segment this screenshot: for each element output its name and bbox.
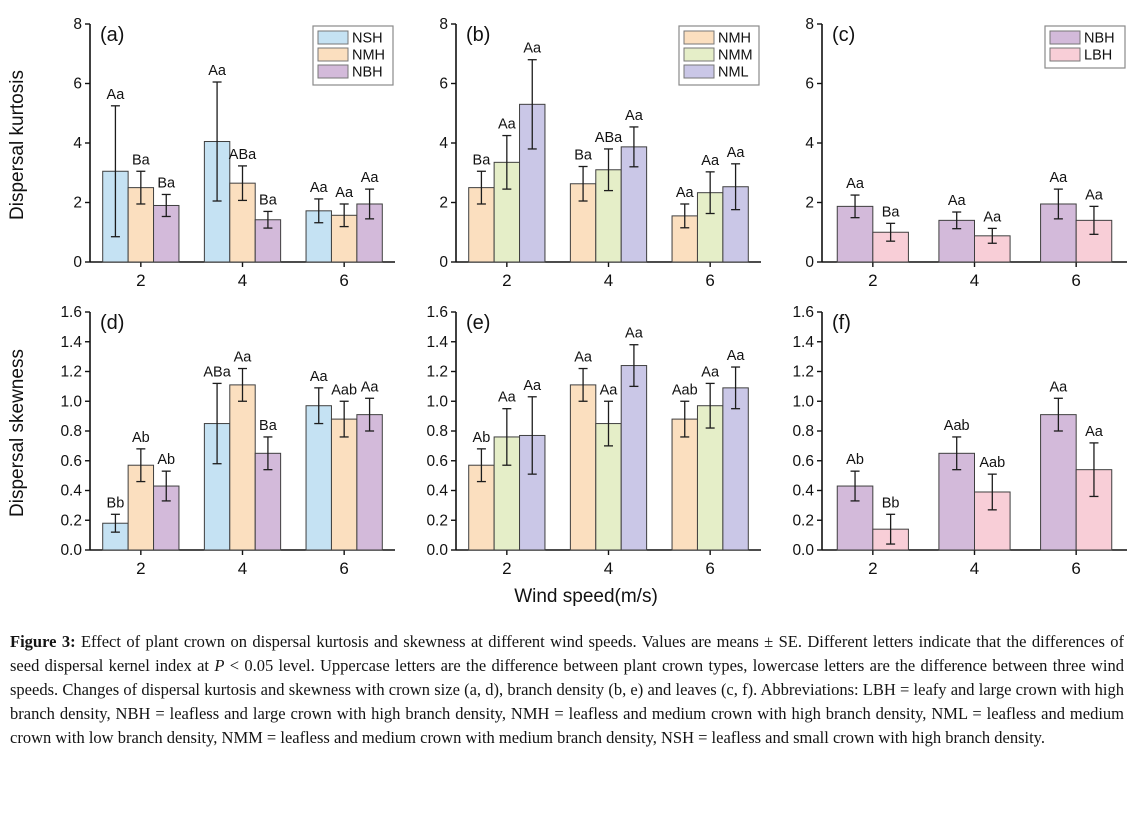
bar-NMH-4	[570, 385, 595, 550]
y-tick-label: 1.2	[60, 363, 82, 381]
sig-letters-NMH-4: Ba	[574, 147, 592, 164]
y-tick-label: 0.0	[60, 542, 82, 559]
sig-letters-NBH-2: Ab	[846, 452, 864, 469]
chart-row-bottom	[0, 298, 1136, 586]
x-tick-label: 6	[705, 271, 715, 290]
y-tick-label: 4	[73, 135, 82, 152]
legend-label-NMH: NMH	[352, 47, 386, 64]
chart-panel-f	[768, 298, 1134, 586]
sig-letters-NML-4: Aa	[625, 325, 643, 342]
x-tick-label: 6	[1071, 271, 1081, 290]
sig-letters-LBH-2: Bb	[881, 495, 900, 512]
y-tick-label: 6	[439, 75, 448, 93]
sig-letters-NBH-2: Ba	[157, 175, 176, 192]
x-tick-label: 4	[969, 559, 980, 578]
legend-swatch-NBH	[1050, 31, 1080, 44]
chart-panel-d	[36, 298, 402, 586]
chart-panel-a	[36, 10, 402, 298]
x-tick-label: 4	[237, 559, 248, 578]
y-tick-label: 6	[73, 75, 82, 93]
panel-label: (d)	[100, 312, 125, 334]
y-tick-label: 0.8	[426, 423, 448, 440]
sig-letters-NSH-6: Aa	[309, 179, 328, 196]
sig-letters-NML-6: Aa	[726, 348, 745, 365]
y-tick-label: 0.6	[426, 452, 448, 470]
sig-letters-NMM-6: Aa	[701, 364, 720, 381]
y-tick-label: 1.6	[60, 304, 82, 321]
caption-figure-number: Figure 3:	[10, 632, 76, 651]
y-tick-label: 0.8	[60, 423, 82, 440]
y-tick-label: 0.4	[792, 482, 814, 500]
y-tick-label: 1.0	[426, 393, 448, 411]
panel-label: (b)	[466, 24, 491, 46]
x-tick-label: 6	[1071, 559, 1081, 578]
y-tick-label: 0.4	[426, 482, 448, 500]
x-axis-title: Wind speed(m/s)	[514, 586, 658, 607]
sig-letters-NMM-4: Aa	[599, 382, 618, 399]
sig-letters-NSH-4: Aa	[208, 63, 226, 80]
legend-label-NBH: NBH	[352, 64, 383, 81]
y-axis-title-column-top	[0, 10, 36, 298]
sig-letters-NMM-6: Aa	[701, 152, 720, 169]
sig-letters-NMH-2: Ba	[131, 152, 150, 169]
sig-letters-NBH-6: Aa	[1049, 379, 1068, 396]
sig-letters-NBH-6: Aa	[360, 170, 379, 187]
sig-letters-NBH-6: Aa	[1049, 170, 1068, 187]
sig-letters-NMH-6: Aab	[671, 382, 698, 399]
y-tick-label: 0	[805, 254, 814, 271]
sig-letters-LBH-4: Aa	[983, 209, 1002, 226]
y-tick-label: 1.4	[426, 333, 448, 351]
legend-swatch-NMH	[318, 48, 348, 61]
y-tick-label: 2	[805, 194, 814, 212]
legend-swatch-NMH	[684, 31, 714, 44]
sig-letters-NBH-2: Ab	[157, 452, 176, 469]
chart-row-top	[0, 10, 1136, 298]
panel-label: (a)	[100, 24, 125, 46]
sig-letters-NMH-4: ABa	[228, 146, 257, 163]
panel-label: (f)	[832, 312, 851, 334]
y-tick-label: 2	[439, 194, 448, 212]
legend-label-NSH: NSH	[352, 30, 383, 47]
sig-letters-NML-6: Aa	[726, 144, 745, 161]
sig-letters-NSH-2: Bb	[106, 495, 125, 512]
sig-letters-LBH-6: Aa	[1085, 423, 1103, 440]
bar-NSH-6	[306, 406, 331, 550]
x-tick-label: 2	[502, 271, 512, 290]
y-tick-label: 8	[439, 16, 448, 33]
sig-letters-NBH-4: Ba	[259, 417, 277, 434]
y-tick-label: 1.2	[792, 363, 814, 381]
sig-letters-NMH-6: Aa	[675, 184, 694, 201]
legend-label-NML: NML	[718, 64, 749, 81]
bar-NBH-6	[357, 415, 382, 550]
sig-letters-NSH-2: Aa	[106, 86, 125, 103]
chart-panel-c	[768, 10, 1134, 298]
sig-letters-NMM-2: Aa	[497, 389, 516, 406]
y-tick-label: 1.4	[60, 333, 82, 351]
x-tick-label: 6	[705, 559, 715, 578]
x-tick-label: 2	[868, 559, 878, 578]
caption-p-symbol: P	[214, 656, 225, 675]
sig-letters-NMM-4: ABa	[594, 129, 623, 146]
sig-letters-NBH-4: Ba	[259, 192, 277, 209]
y-axis-title-skewness: Dispersal skewness	[7, 349, 28, 518]
y-tick-label: 0.6	[792, 452, 814, 470]
y-tick-label: 6	[805, 75, 814, 93]
x-tick-label: 2	[868, 271, 878, 290]
legend-label-LBH: LBH	[1084, 47, 1113, 64]
chart-panel-e	[402, 298, 768, 586]
y-tick-label: 0.2	[792, 512, 814, 530]
y-tick-label: 0.8	[792, 423, 814, 440]
x-tick-label: 2	[502, 559, 512, 578]
y-tick-label: 0	[439, 254, 448, 271]
legend-label-NMH: NMH	[718, 30, 752, 47]
legend-swatch-NML	[684, 65, 714, 78]
sig-letters-NSH-4: ABa	[203, 364, 231, 381]
sig-letters-NSH-6: Aa	[309, 368, 328, 385]
y-tick-label: 4	[805, 135, 814, 152]
y-tick-label: 0.0	[426, 542, 448, 559]
y-tick-label: 1.4	[792, 333, 814, 351]
y-tick-label: 1.0	[792, 393, 814, 411]
sig-letters-NML-2: Aa	[523, 377, 542, 394]
y-tick-label: 8	[805, 16, 814, 33]
sig-letters-NMH-2: Ba	[472, 152, 491, 169]
sig-letters-NMH-4: Aa	[574, 349, 592, 366]
legend-label-NMM: NMM	[718, 47, 753, 64]
panel-label: (e)	[466, 312, 491, 334]
bar-NMH-4	[230, 385, 255, 550]
caption-text-2: < 0.05 level. Uppercase letters are the difference between plant crown types, lowercase letters are the difference between three wind speeds. Changes of dispersal kurtosis and skewness with crown size (a, d), branch density (b, e) and leaves (c, f). Abbreviations: LBH = leafy and large crown with high branch density, NBH = leafless and large crown with high branch density, NMH = leafless and medium crown with high branch density, NML = leafless and medium crown with low branch density, NMM = leafless and medium crown with medium branch density, NSH = leafless and small crown with high branch density.	[10, 656, 1124, 747]
sig-letters-NBH-2: Aa	[846, 176, 864, 193]
bar-NML-4	[621, 366, 646, 550]
x-tick-label: 2	[136, 559, 146, 578]
x-tick-label: 2	[136, 271, 146, 290]
bar-NML-6	[723, 388, 748, 550]
sig-letters-NMH-2: Ab	[472, 429, 491, 446]
x-tick-label: 4	[603, 559, 614, 578]
y-tick-label: 0.2	[426, 512, 448, 530]
panel-label: (c)	[832, 24, 856, 46]
sig-letters-NBH-4: Aab	[943, 417, 970, 434]
y-tick-label: 8	[73, 16, 82, 33]
y-tick-label: 0.2	[60, 512, 82, 530]
y-tick-label: 2	[73, 194, 82, 212]
sig-letters-NBH-4: Aa	[947, 193, 966, 210]
legend-swatch-NMM	[684, 48, 714, 61]
y-tick-label: 1.0	[60, 393, 82, 411]
y-axis-title-column-bottom	[0, 298, 36, 586]
bar-NMH-6	[331, 419, 356, 550]
sig-letters-NBH-6: Aa	[360, 379, 379, 396]
y-tick-label: 1.6	[792, 304, 814, 321]
y-tick-label: 0.4	[60, 482, 82, 500]
bar-NMH-6	[672, 419, 697, 550]
x-tick-label: 4	[237, 271, 248, 290]
x-tick-label: 6	[339, 271, 349, 290]
figure-caption	[10, 630, 1124, 750]
bar-NBH-6	[1041, 415, 1077, 550]
sig-letters-LBH-6: Aa	[1085, 187, 1103, 204]
sig-letters-NMH-6: Aa	[335, 184, 354, 201]
y-axis-title-kurtosis: Dispersal kurtosis	[7, 70, 28, 221]
sig-letters-NMH-4: Aa	[233, 349, 252, 366]
legend-swatch-LBH	[1050, 48, 1080, 61]
y-tick-label: 1.6	[426, 304, 448, 321]
chart-panel-b	[402, 10, 768, 298]
caption-text-1: Effect of plant crown on dispersal kurtosis and skewness at different wind speeds. Values are means ± SE. Different letters indicate that the differences of seed dispersal kernel index at	[10, 632, 1125, 675]
figure	[0, 10, 1136, 616]
x-tick-label: 6	[339, 559, 349, 578]
sig-letters-LBH-4: Aab	[979, 455, 1006, 472]
x-tick-label: 4	[969, 271, 980, 290]
x-tick-label: 4	[603, 271, 614, 290]
sig-letters-NML-2: Aa	[523, 40, 542, 57]
y-tick-label: 1.2	[426, 363, 448, 381]
legend-swatch-NSH	[318, 31, 348, 44]
sig-letters-NMH-2: Ab	[131, 429, 150, 446]
y-tick-label: 4	[439, 135, 448, 152]
y-tick-label: 0.6	[60, 452, 82, 470]
sig-letters-NMM-2: Aa	[497, 116, 516, 133]
y-tick-label: 0.0	[792, 542, 814, 559]
sig-letters-NMH-6: Aab	[331, 382, 358, 399]
sig-letters-LBH-2: Ba	[881, 204, 900, 221]
legend-label-NBH: NBH	[1084, 30, 1115, 47]
legend-swatch-NBH	[318, 65, 348, 78]
y-tick-label: 0	[73, 254, 82, 271]
sig-letters-NML-4: Aa	[625, 107, 643, 124]
